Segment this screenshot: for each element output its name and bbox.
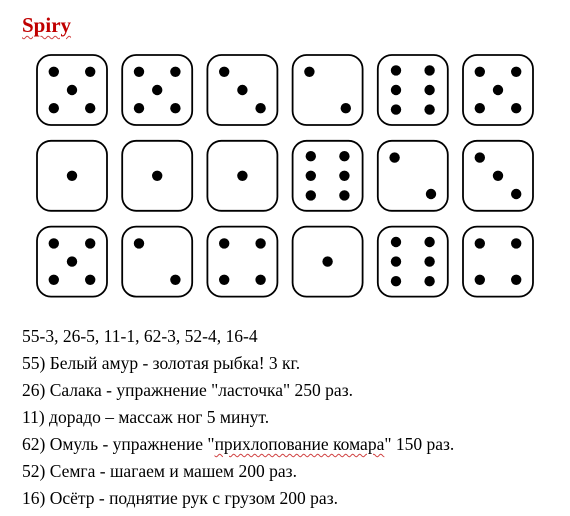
die-1-4 <box>293 55 363 125</box>
die-pip <box>391 237 401 247</box>
die-pip <box>255 103 265 113</box>
die-pip <box>511 189 521 199</box>
die-pip <box>424 237 434 247</box>
die-pip <box>49 275 59 285</box>
die-1-1 <box>37 55 107 125</box>
die-pip <box>219 67 229 77</box>
die-pip <box>134 67 144 77</box>
die-pip <box>339 151 349 161</box>
text-line-5: 52) Семга - шагаем и машем 200 раз. <box>22 461 297 481</box>
die-pip <box>475 103 485 113</box>
die-pip <box>304 67 314 77</box>
die-pip <box>424 256 434 266</box>
die-pip <box>475 238 485 248</box>
die-face <box>293 55 363 125</box>
die-pip <box>475 152 485 162</box>
die-pip <box>152 171 162 181</box>
die-pip <box>237 85 247 95</box>
die-pip <box>255 238 265 248</box>
die-pip <box>134 238 144 248</box>
die-pip <box>85 103 95 113</box>
die-1-5 <box>378 55 448 125</box>
die-pip <box>391 256 401 266</box>
die-pip <box>219 238 229 248</box>
die-3-2 <box>122 227 192 297</box>
die-pip <box>152 85 162 95</box>
die-pip <box>306 190 316 200</box>
die-1-2 <box>122 55 192 125</box>
die-pip <box>85 67 95 77</box>
die-pip <box>306 171 316 181</box>
die-3-5 <box>378 227 448 297</box>
die-pip <box>475 275 485 285</box>
die-pip <box>339 190 349 200</box>
die-pip <box>391 104 401 114</box>
summary-line: 55-3, 26-5, 11-1, 62-3, 52-4, 16-4 <box>22 326 258 346</box>
die-pip <box>341 103 351 113</box>
die-pip <box>67 85 77 95</box>
die-pip <box>85 238 95 248</box>
die-face <box>378 141 448 211</box>
die-1-6 <box>463 55 533 125</box>
die-pip <box>134 103 144 113</box>
text-line-2: 26) Салака - упражнение "ласточка" 250 раз. <box>22 380 353 400</box>
die-pip <box>219 275 229 285</box>
text-line-1: 55) Белый амур - золотая рыбка! 3 кг. <box>22 353 301 373</box>
die-face <box>463 227 533 297</box>
text-line-4-part-3: " 150 раз. <box>384 434 455 454</box>
die-face <box>378 227 448 297</box>
text-block <box>22 323 562 512</box>
die-2-2 <box>122 141 192 211</box>
die-pip <box>85 275 95 285</box>
die-pip <box>424 65 434 75</box>
text-line-4-part-1: 62) Омуль - упражнение " <box>22 434 215 454</box>
die-pip <box>391 85 401 95</box>
die-pip <box>67 171 77 181</box>
die-pip <box>49 67 59 77</box>
text-line-6: 16) Осётр - поднятие рук с грузом 200 раз. <box>22 488 338 508</box>
die-2-3 <box>207 141 277 211</box>
text-line-4-part-2: прихлопование комара <box>214 434 385 454</box>
die-pip <box>237 171 247 181</box>
die-pip <box>339 171 349 181</box>
die-pip <box>170 103 180 113</box>
die-pip <box>389 152 399 162</box>
die-3-1 <box>37 227 107 297</box>
die-face <box>207 227 277 297</box>
die-pip <box>426 189 436 199</box>
text-line-3: 11) дорадо – массаж ног 5 минут. <box>22 407 270 427</box>
die-2-1 <box>37 141 107 211</box>
die-pip <box>67 256 77 266</box>
die-2-6 <box>463 141 533 211</box>
die-pip <box>475 67 485 77</box>
die-pip <box>170 67 180 77</box>
die-pip <box>511 67 521 77</box>
die-pip <box>511 238 521 248</box>
die-pip <box>424 85 434 95</box>
die-pip <box>424 276 434 286</box>
die-2-5 <box>378 141 448 211</box>
die-pip <box>511 103 521 113</box>
die-2-4 <box>293 141 363 211</box>
die-pip <box>49 238 59 248</box>
die-pip <box>49 103 59 113</box>
die-face <box>122 227 192 297</box>
die-pip <box>322 256 332 266</box>
die-3-3 <box>207 227 277 297</box>
die-3-6 <box>463 227 533 297</box>
text-line-4 <box>22 431 562 458</box>
die-pip <box>255 275 265 285</box>
die-pip <box>391 276 401 286</box>
dice-grid <box>36 54 536 302</box>
die-pip <box>511 275 521 285</box>
die-3-4 <box>293 227 363 297</box>
die-1-3 <box>207 55 277 125</box>
die-pip <box>391 65 401 75</box>
die-pip <box>493 171 503 181</box>
die-pip <box>306 151 316 161</box>
die-pip <box>424 104 434 114</box>
die-pip <box>170 275 180 285</box>
document-title: Spiry <box>22 13 72 37</box>
die-pip <box>493 85 503 95</box>
die-face <box>378 55 448 125</box>
die-face <box>293 141 363 211</box>
